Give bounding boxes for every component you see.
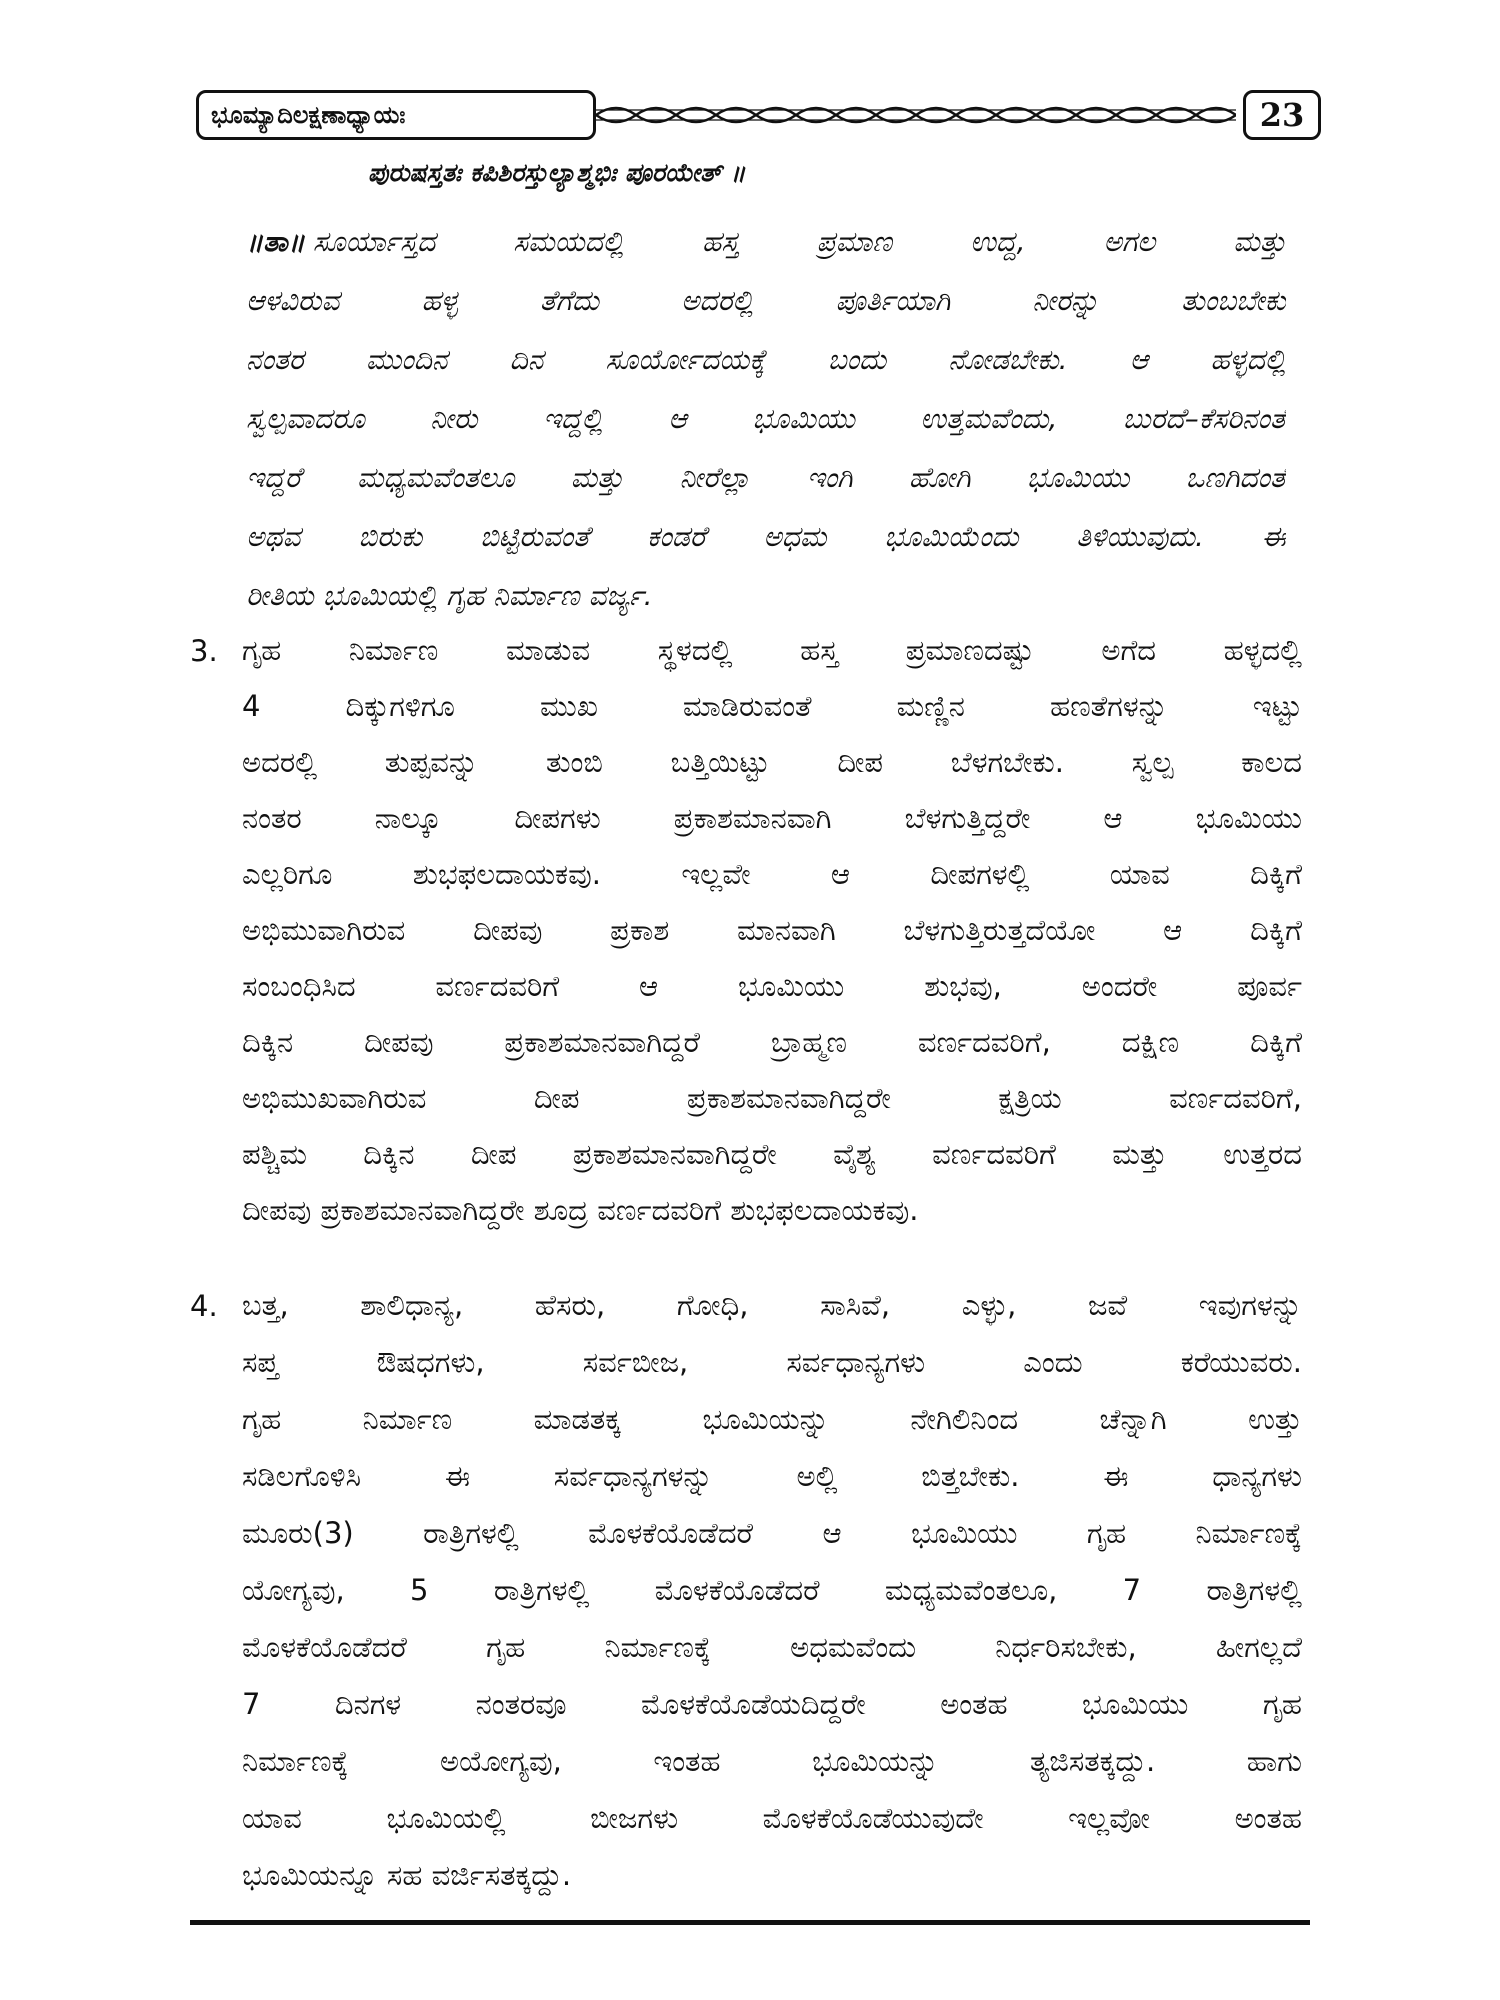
paragraph-line: ಮೂರು(3) ರಾತ್ರಿಗಳಲ್ಲಿ ಮೊಳಕೆಯೊಡೆದರೆ ಆ ಭೂಮಿಯು ಗೃಹ ನಿರ್ಮಾಣಕ್ಕೆ xyxy=(242,1516,1302,1550)
paragraph-line: 4 ದಿಕ್ಕುಗಳಿಗೂ ಮುಖ ಮಾಡಿರುವಂತೆ ಮಣ್ಣಿನ ಹಣತೆಗಳನ್ನು ಇಟ್ಟು xyxy=(242,689,1302,723)
paragraph-line: ಸಂಬಂಧಿಸಿದ ವರ್ಣದವರಿಗೆ ಆ ಭೂಮಿಯು ಶುಭವು, ಅಂದರೇ ಪೂರ್ವ xyxy=(242,969,1302,1003)
paragraph-line: ಅದರಲ್ಲಿ ತುಪ್ಪವನ್ನು ತುಂಬಿ ಬತ್ತಿಯಿಟ್ಟು ದೀಪ ಬೆಳಗಬೇಕು. ಸ್ವಲ್ಪ ಕಾಲದ xyxy=(242,745,1302,779)
paragraph-line: ॥ತಾ॥ ಸೂರ್ಯಾಸ್ತದ ಸಮಯದಲ್ಲಿ ಹಸ್ತ ಪ್ರಮಾಣ ಉದ್ದ, ಅಗಲ ಮತ್ತು xyxy=(246,225,1286,258)
paragraph-line: ಗೃಹ ನಿರ್ಮಾಣ ಮಾಡತಕ್ಕ ಭೂಮಿಯನ್ನು ನೇಗಿಲಿನಿಂದ ಚೆನ್ನಾಗಿ ಉತ್ತು xyxy=(242,1402,1302,1436)
paragraph-line: ಪಶ್ಚಿಮ ದಿಕ್ಕಿನ ದೀಪ ಪ್ರಕಾಶಮಾನವಾಗಿದ್ದರೇ ವೈಶ್ಯ ವರ್ಣದವರಿಗೆ ಮತ್ತು ಉತ್ತರದ xyxy=(242,1137,1302,1171)
paragraph-line: ಗೃಹ ನಿರ್ಮಾಣ ಮಾಡುವ ಸ್ಥಳದಲ್ಲಿ ಹಸ್ತ ಪ್ರಮಾಣದಷ್ಟು ಅಗೆದ ಹಳ್ಳದಲ್ಲಿ xyxy=(242,633,1302,667)
shloka-line: ಪುರುಷಸ್ತತಃ ಕಪಿಶಿರಸ್ತುಲ್ಯಾಶ್ಮಭಿಃ ಪೂರಯೇತ್ ॥ xyxy=(368,158,746,187)
chain-ornament xyxy=(596,98,1236,132)
paragraph-line: ಸಪ್ತ ಔಷಧಗಳು, ಸರ್ವಬೀಜ, ಸರ್ವಧಾನ್ಯಗಳು ಎಂದು ಕರೆಯುವರು. xyxy=(242,1345,1302,1379)
paragraph-line: ಯೋಗ್ಯವು, 5 ರಾತ್ರಿಗಳಲ್ಲಿ ಮೊಳಕೆಯೊಡೆದರೆ ಮಧ್ಯಮವೆಂತಲೂ, 7 ರಾತ್ರಿಗಳಲ್ಲಿ xyxy=(242,1573,1302,1607)
paragraph-line: ಸಡಿಲಗೊಳಿಸಿ ಈ ಸರ್ವಧಾನ್ಯಗಳನ್ನು ಅಲ್ಲಿ ಬಿತ್ತಬೇಕು. ಈ ಧಾನ್ಯಗಳು xyxy=(242,1459,1302,1493)
paragraph-line: ರೀತಿಯ ಭೂಮಿಯಲ್ಲಿ ಗೃಹ ನಿರ್ಮಾಣ ವರ್ಜ್ಯ. xyxy=(246,579,653,612)
chapter-title: ಭೂಮ್ಯಾದಿಲಕ್ಷಣಾಧ್ಯಾಯಃ xyxy=(196,90,596,140)
paragraph-line: ಅಥವ ಬಿರುಕು ಬಿಟ್ಟಿರುವಂತೆ ಕಂಡರೆ ಅಧಮ ಭೂಮಿಯೆಂದು ತಿಳಿಯುವುದು. ಈ xyxy=(246,520,1286,553)
paragraph-line: ಭೂಮಿಯನ್ನೂ ಸಹ ವರ್ಜಿಸತಕ್ಕದ್ದು. xyxy=(242,1858,572,1892)
tatparya-mark: ॥ತಾ॥ xyxy=(246,225,305,258)
item-number: 3. xyxy=(190,634,218,668)
paragraph-line: ಆಳವಿರುವ ಹಳ್ಳ ತೆಗೆದು ಅದರಲ್ಲಿ ಪೂರ್ತಿಯಾಗಿ ನೀರನ್ನು ತುಂಬಬೇಕು xyxy=(246,284,1286,317)
paragraph-line: ಅಭಿಮುವಾಗಿರುವ ದೀಪವು ಪ್ರಕಾಶ ಮಾನವಾಗಿ ಬೆಳಗುತ್ತಿರುತ್ತದೆಯೋ ಆ ದಿಕ್ಕಿಗೆ xyxy=(242,913,1302,947)
paragraph-line: ಬತ್ತ, ಶಾಲಿಧಾನ್ಯ, ಹೆಸರು, ಗೋಧಿ, ಸಾಸಿವೆ, ಎಳ್ಳು, ಜವೆ ಇವುಗಳನ್ನು xyxy=(242,1288,1302,1322)
paragraph-line: ನಿರ್ಮಾಣಕ್ಕೆ ಅಯೋಗ್ಯವು, ಇಂತಹ ಭೂಮಿಯನ್ನು ತ್ಯಜಿಸತಕ್ಕದ್ದು. ಹಾಗು xyxy=(242,1744,1302,1778)
paragraph-line: ಯಾವ ಭೂಮಿಯಲ್ಲಿ ಬೀಜಗಳು ಮೊಳಕೆಯೊಡೆಯುವುದೇ ಇಲ್ಲವೋ ಅಂತಹ xyxy=(242,1801,1302,1835)
paragraph-line: ನಂತರ ಮುಂದಿನ ದಿನ ಸೂರ್ಯೋದಯಕ್ಕೆ ಬಂದು ನೋಡಬೇಕು. ಆ ಹಳ್ಳದಲ್ಲಿ xyxy=(246,343,1286,376)
paragraph-line: ಮೊಳಕೆಯೊಡೆದರೆ ಗೃಹ ನಿರ್ಮಾಣಕ್ಕೆ ಅಧಮವೆಂದು ನಿರ್ಧರಿಸಬೇಕು, ಹೀಗಲ್ಲದೆ xyxy=(242,1630,1302,1664)
paragraph-line: 7 ದಿನಗಳ ನಂತರವೂ ಮೊಳಕೆಯೊಡೆಯದಿದ್ದರೇ ಅಂತಹ ಭೂಮಿಯು ಗೃಹ xyxy=(242,1687,1302,1721)
paragraph-line: ಅಭಿಮುಖವಾಗಿರುವ ದೀಪ ಪ್ರಕಾಶಮಾನವಾಗಿದ್ದರೇ ಕ್ಷತ್ರಿಯ ವರ್ಣದವರಿಗೆ, xyxy=(242,1081,1302,1115)
footer-rule xyxy=(190,1920,1310,1925)
item-number: 4. xyxy=(190,1289,218,1323)
page-number: 23 xyxy=(1243,90,1321,140)
paragraph-line: ನಂತರ ನಾಲ್ಕೂ ದೀಪಗಳು ಪ್ರಕಾಶಮಾನವಾಗಿ ಬೆಳಗುತ್ತಿದ್ದರೇ ಆ ಭೂಮಿಯು xyxy=(242,801,1302,835)
item-body xyxy=(242,622,1302,1238)
paragraph-line: ಸ್ವಲ್ಪವಾದರೂ ನೀರು ಇದ್ದಲ್ಲಿ ಆ ಭೂಮಿಯು ಉತ್ತಮವೆಂದು, ಬುರದೆ–ಕೆಸರಿನಂತೆ xyxy=(246,402,1286,435)
paragraph-line: ದೀಪವು ಪ್ರಕಾಶಮಾನವಾಗಿದ್ದರೇ ಶೂದ್ರ ವರ್ಣದವರಿಗೆ ಶುಭಫಲದಾಯಕವು. xyxy=(242,1193,919,1227)
paragraph-line: ಎಲ್ಲರಿಗೂ ಶುಭಫಲದಾಯಕವು. ಇಲ್ಲವೇ ಆ ದೀಪಗಳಲ್ಲಿ ಯಾವ ದಿಕ್ಕಿಗೆ xyxy=(242,857,1302,891)
item-body xyxy=(242,1277,1302,1904)
page-header xyxy=(196,90,1321,146)
paragraph-line: ಇದ್ದರೆ ಮಧ್ಯಮವೆಂತಲೂ ಮತ್ತು ನೀರೆಲ್ಲಾ ಇಂಗಿ ಹೋಗಿ ಭೂಮಿಯು ಒಣಗಿದಂತೆ xyxy=(246,461,1286,494)
tatparya-paragraph xyxy=(246,212,1286,625)
paragraph-line: ದಿಕ್ಕಿನ ದೀಪವು ಪ್ರಕಾಶಮಾನವಾಗಿದ್ದರೆ ಬ್ರಾಹ್ಮಣ ವರ್ಣದವರಿಗೆ, ದಕ್ಷಿಣ ದಿಕ್ಕಿಗೆ xyxy=(242,1025,1302,1059)
